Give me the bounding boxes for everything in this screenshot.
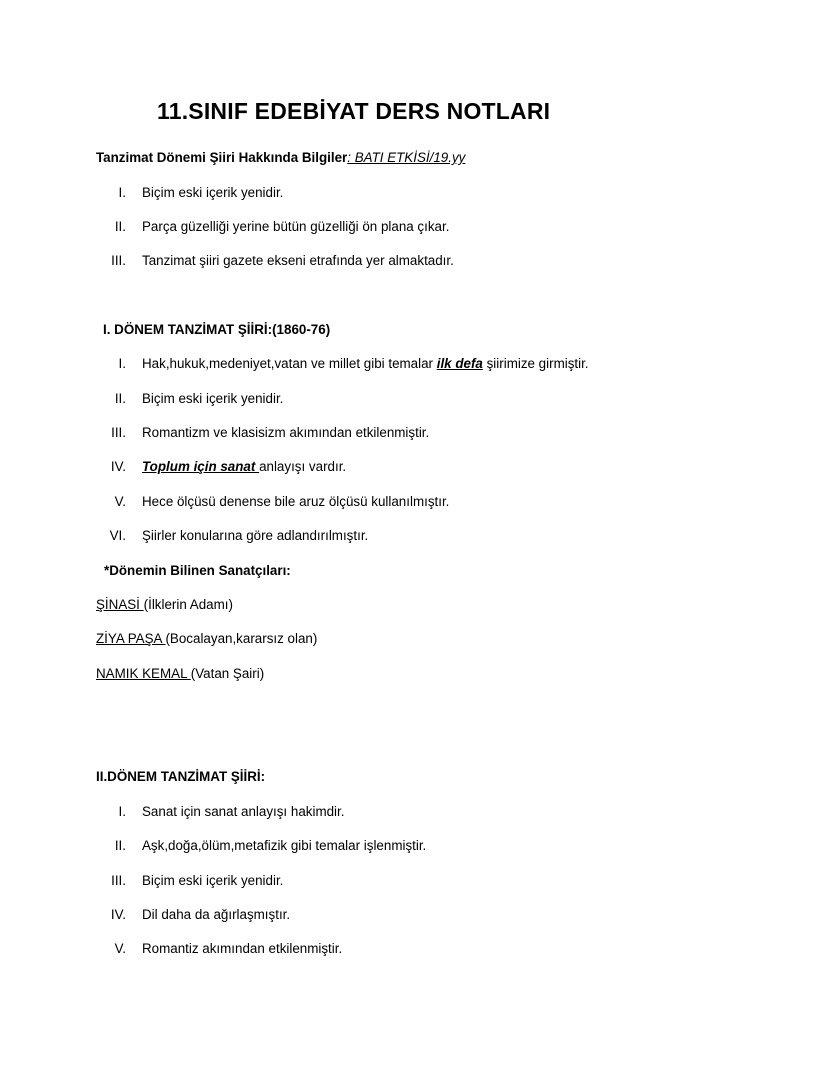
item-text: Şiirler konularına göre adlandırılmıştır. [142,528,369,543]
item-text-pre: Hak,hukuk,medeniyet,vatan ve millet gibi temalar [142,356,437,371]
item-number: I. [118,185,126,200]
item-number: II. [114,838,126,853]
artist-entry [96,631,317,646]
period1-heading: I. DÖNEM TANZİMAT ŞİİRİ:(1860-76) [103,322,331,337]
item-text: Romantiz akımından etkilenmiştir. [142,941,343,956]
item-text: Biçim eski içerik yenidir. [142,185,284,200]
item-number: IV. [110,907,126,922]
item-text-emphasis: Toplum için sanat [142,459,260,474]
item-text: Biçim eski içerik yenidir. [142,873,284,888]
item-text: Sanat için sanat anlayışı hakimdir. [142,804,345,819]
item-text-emphasis: ilk defa [436,356,483,371]
item-text: Dil daha da ağırlaşmıştır. [142,907,291,922]
intro-subtitle: : BATI ETKİSİ/19.yy [347,150,466,165]
item-number: VI. [109,528,126,543]
artist-name: ŞİNASİ [96,597,144,612]
item-number: I. [118,804,126,819]
artist-name: ZİYA PAŞA [96,631,166,646]
item-number: IV. [110,459,126,474]
item-text-post: şiirimize girmiştir. [482,356,589,371]
item-number: III. [111,425,126,440]
item-number: III. [111,873,126,888]
intro-heading-line [96,150,465,165]
artist-description: (Bocalayan,kararsız olan) [165,631,318,646]
item-text [142,356,589,371]
item-text [142,459,346,474]
item-number: V. [114,941,126,956]
item-text-post: anlayışı vardır. [259,459,347,474]
artist-name: NAMIK KEMAL [96,666,191,681]
item-number: V. [114,494,126,509]
artists-heading: *Dönemin Bilinen Sanatçıları: [104,563,291,578]
period2-heading: II.DÖNEM TANZİMAT ŞİİRİ: [96,769,266,784]
item-number: II. [114,391,126,406]
item-text: Parça güzelliği yerine bütün güzelliği ön plana çıkar. [142,219,450,234]
item-text: Hece ölçüsü denense bile aruz ölçüsü kullanılmıştır. [142,494,450,509]
item-text: Biçim eski içerik yenidir. [142,391,284,406]
item-text: Romantizm ve klasisizm akımından etkilenmiştir. [142,425,430,440]
artist-description: (Vatan Şairi) [190,666,265,681]
item-number: III. [111,253,126,268]
intro-heading: Tanzimat Dönemi Şiiri Hakkında Bilgiler [96,150,348,165]
artist-entry [96,597,233,612]
item-text: Aşk,doğa,ölüm,metafizik gibi temalar işlenmiştir. [142,838,427,853]
item-number: I. [118,356,126,371]
artist-description: (İlklerin Adamı) [143,597,233,612]
page-title: 11.SINIF EDEBİYAT DERS NOTLARI [157,98,551,124]
artist-entry [96,666,264,681]
item-number: II. [114,219,126,234]
item-text: Tanzimat şiiri gazete ekseni etrafında yer almaktadır. [142,253,454,268]
